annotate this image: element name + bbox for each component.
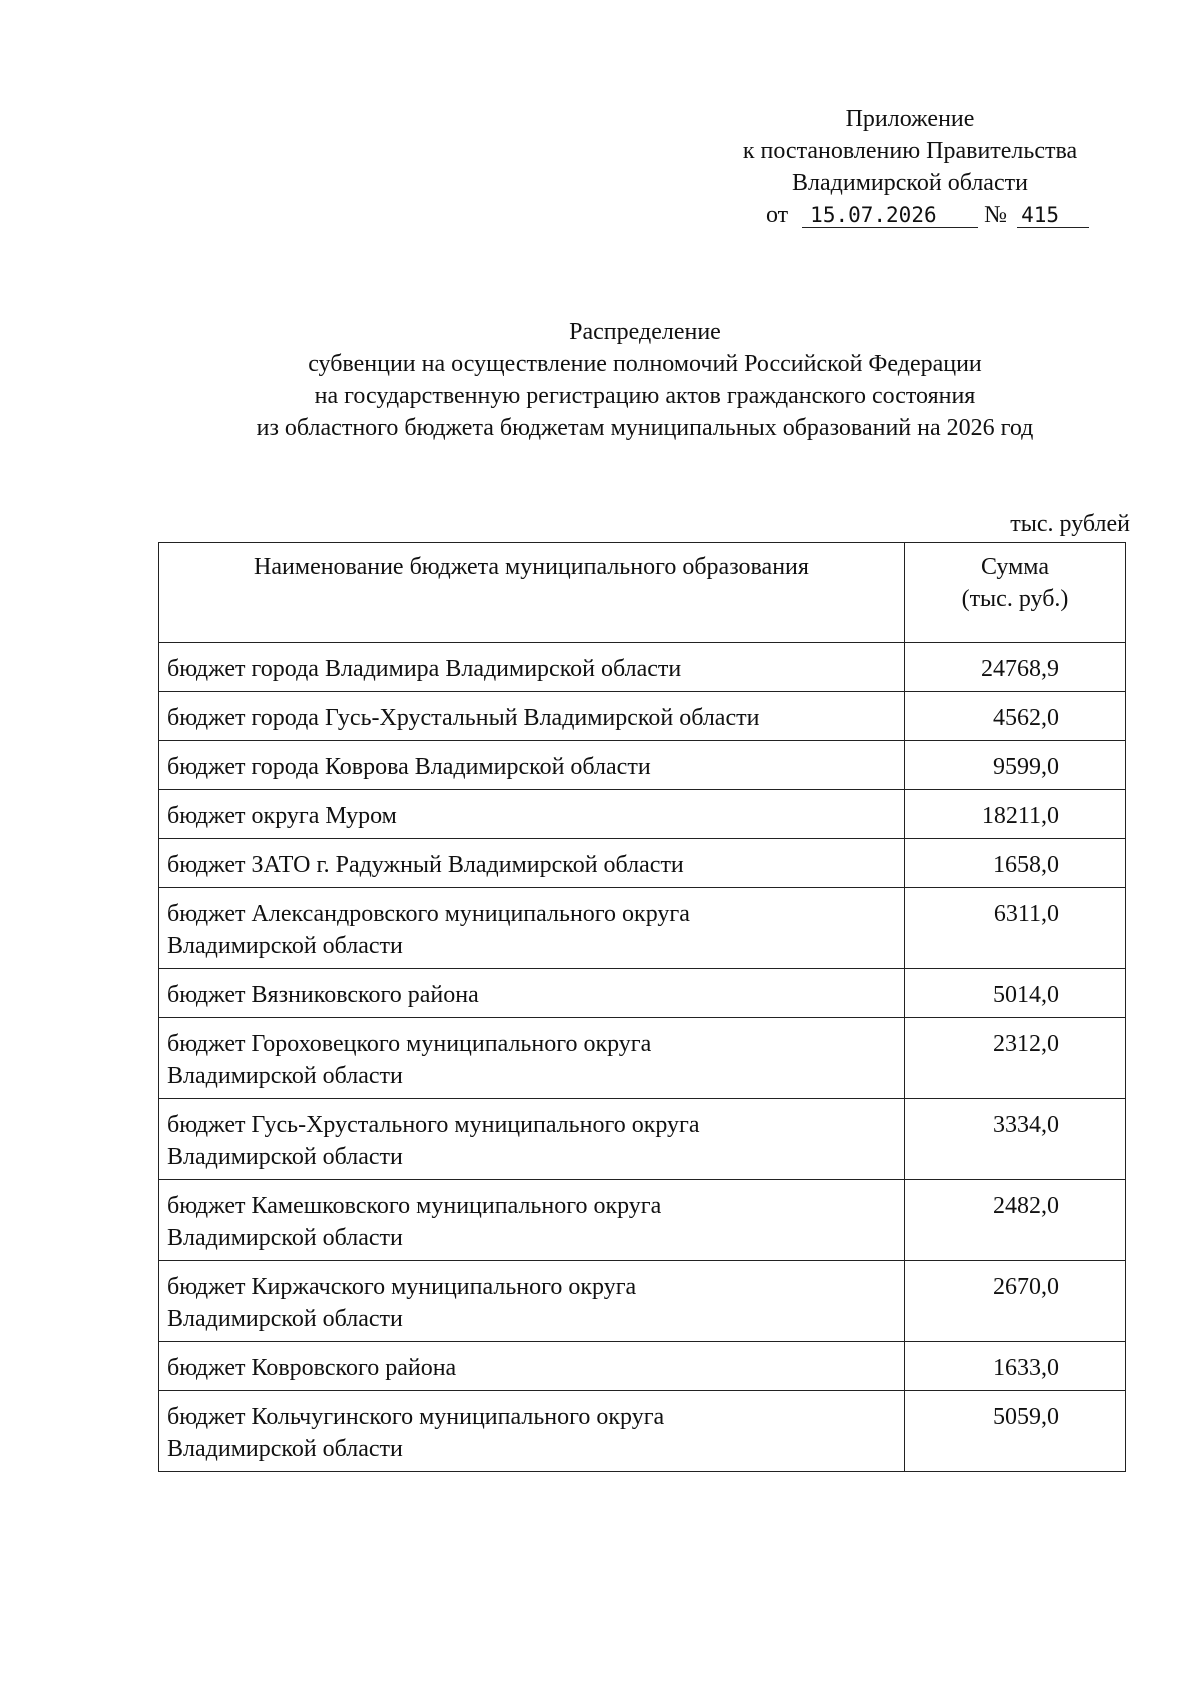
budget-name-cell xyxy=(159,1018,905,1099)
table-row xyxy=(159,643,1126,692)
budget-name: бюджет города Гусь-Хрустальный Владимирской области xyxy=(167,705,760,731)
budget-name-cell xyxy=(159,839,905,888)
budget-name-cell xyxy=(159,888,905,969)
budget-name: бюджет ЗАТО г. Радужный Владимирской области xyxy=(167,852,684,878)
budget-name-continuation: Владимирской области xyxy=(167,1306,403,1332)
amount-cell: 2670,0 xyxy=(905,1261,1126,1342)
table-row xyxy=(159,741,1126,790)
amount-cell: 5014,0 xyxy=(905,969,1126,1018)
date-prefix: от xyxy=(766,202,789,228)
number-prefix: № xyxy=(984,202,1008,228)
table-row xyxy=(159,888,1126,969)
units-label: тыс. рублей xyxy=(1010,511,1130,537)
amount-cell: 18211,0 xyxy=(905,790,1126,839)
table-row xyxy=(159,1099,1126,1180)
amount-cell: 1658,0 xyxy=(905,839,1126,888)
amount-cell: 6311,0 xyxy=(905,888,1126,969)
budget-name-cell xyxy=(159,790,905,839)
budget-name: бюджет Вязниковского района xyxy=(167,982,479,1008)
amount-cell: 2482,0 xyxy=(905,1180,1126,1261)
table-row xyxy=(159,969,1126,1018)
appendix-region-line: Владимирской области xyxy=(792,170,1028,196)
amount-cell: 4562,0 xyxy=(905,692,1126,741)
resolution-number: 415 xyxy=(1017,203,1089,228)
appendix-title: Приложение xyxy=(845,106,975,132)
budget-name: бюджет Александровского муниципального округа xyxy=(167,901,690,927)
table-row xyxy=(159,1391,1126,1472)
appendix-reference-line xyxy=(680,199,1140,231)
table-row xyxy=(159,1180,1126,1261)
budget-name: бюджет города Коврова Владимирской области xyxy=(167,754,651,780)
header-amount-line-2: (тыс. руб.) xyxy=(961,586,1069,612)
table-row xyxy=(159,692,1126,741)
budget-name: бюджет Гусь-Хрустального муниципального округа xyxy=(167,1112,700,1138)
budget-name-continuation: Владимирской области xyxy=(167,1063,403,1089)
table-row xyxy=(159,1261,1126,1342)
budget-name-continuation: Владимирской области xyxy=(167,1436,403,1462)
amount-cell: 5059,0 xyxy=(905,1391,1126,1472)
budget-name-continuation: Владимирской области xyxy=(167,933,403,959)
appendix-block xyxy=(680,103,1140,231)
budget-name: бюджет Гороховецкого муниципального округа xyxy=(167,1031,652,1057)
table-header-row xyxy=(159,543,1126,643)
allocation-table xyxy=(158,542,1126,1472)
budget-name-cell xyxy=(159,1261,905,1342)
budget-name: бюджет Ковровского района xyxy=(167,1355,457,1381)
budget-name-cell xyxy=(159,1391,905,1472)
amount-cell: 2312,0 xyxy=(905,1018,1126,1099)
budget-name: бюджет Киржачского муниципального округа xyxy=(167,1274,637,1300)
budget-name: бюджет Камешковского муниципального округа xyxy=(167,1193,662,1219)
header-amount xyxy=(905,543,1126,643)
table-row xyxy=(159,790,1126,839)
document-title-line-2: субвенции на осуществление полномочий Российской Федерации xyxy=(308,351,982,377)
table-row xyxy=(159,1018,1126,1099)
budget-name-cell xyxy=(159,1180,905,1261)
document-title-line-4: из областного бюджета бюджетам муниципальных образований на 2026 год xyxy=(256,415,1034,441)
amount-cell: 24768,9 xyxy=(905,643,1126,692)
budget-name-cell xyxy=(159,1342,905,1391)
document-title-line-3: на государственную регистрацию актов гражданского состояния xyxy=(314,383,976,409)
budget-name: бюджет округа Муром xyxy=(167,803,397,829)
budget-name-cell xyxy=(159,741,905,790)
amount-cell: 9599,0 xyxy=(905,741,1126,790)
budget-name-cell xyxy=(159,643,905,692)
header-amount-line-1: Сумма xyxy=(981,554,1049,580)
budget-name-cell xyxy=(159,969,905,1018)
amount-cell: 3334,0 xyxy=(905,1099,1126,1180)
header-budget-name: Наименование бюджета муниципального образования xyxy=(159,543,905,643)
budget-name: бюджет Кольчугинского муниципального округа xyxy=(167,1404,665,1430)
budget-name-cell xyxy=(159,692,905,741)
budget-name-continuation: Владимирской области xyxy=(167,1144,403,1170)
budget-name: бюджет города Владимира Владимирской области xyxy=(167,656,682,682)
resolution-date: 15.07.2026 xyxy=(802,203,978,228)
amount-cell: 1633,0 xyxy=(905,1342,1126,1391)
document-title-line-1: Распределение xyxy=(569,319,721,345)
document-title xyxy=(120,316,1170,444)
budget-name-continuation: Владимирской области xyxy=(167,1225,403,1251)
table-row xyxy=(159,1342,1126,1391)
budget-name-cell xyxy=(159,1099,905,1180)
table-row xyxy=(159,839,1126,888)
appendix-resolution-line: к постановлению Правительства xyxy=(742,138,1078,164)
